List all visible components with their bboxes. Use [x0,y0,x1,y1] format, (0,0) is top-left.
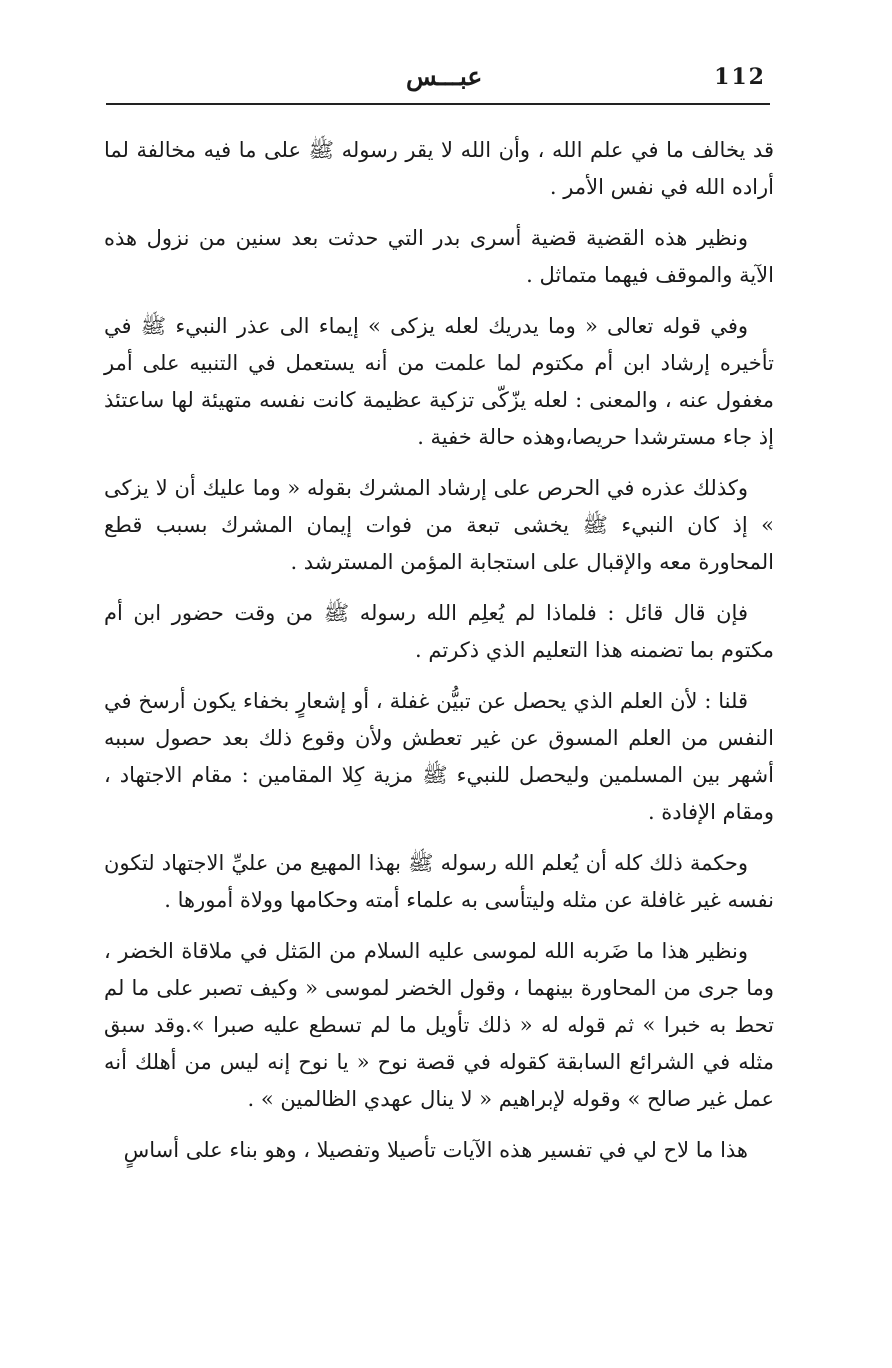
page-header [106,62,770,102]
paragraph: قلنا : لأن العلم الذي يحصل عن تبيُّن غفلة ، أو إشعارٍ بخفاء يكون أرسخ في النفس من العلم المسوق عن غير تعطش ولأن وقوع ذلك بعد حصول سببه أشهر بين المسلمين وليحصل للنبيء ﷺ مزية كِلا المقامين : مقام الاجتهاد ، ومقام الإفادة . [104,689,774,824]
page-number: 112 [714,64,766,90]
paragraph: هذا ما لاح لي في تفسير هذه الآيات تأصيلا وتفصيلا ، وهو بناء على أساسٍ [123,1138,748,1162]
paragraph: وحكمة ذلك كله أن يُعلم الله رسوله ﷺ بهذا المهيع من عليِّ الاجتهاد لتكون نفسه غير غافلة عن مثله وليتأسى به علماء أمته وحكامها وولاة أمورها . [104,851,774,912]
paragraph: وكذلك عذره في الحرص على إرشاد المشرك بقوله « وما عليك أن لا يزكى » إذ كان النبيء ﷺ يخشى تبعة من فوات إيمان المشرك بسبب قطع المحاورة معه والإقبال على استجابة المؤمن المسترشد . [104,476,774,574]
paragraph: ونظير هذا ما ضَربه الله لموسى عليه السلام من المَثل في ملاقاة الخضر ، وما جرى من المحاورة بينهما ، وقول الخضر لموسى « وكيف تصبر على ما لم تحط به خبرا » ثم قوله له « ذلك تأويل ما لم تسطع عليه صبرا ».وقد سبق مثله في الشرائع السابقة كقوله في قصة نوح « يا نوح إنه ليس من أهلك أنه عمل غير صالح » وقوله لإبراهيم « لا ينال عهدي الظالمين » . [104,939,774,1111]
paragraph: فإن قال قائل : فلماذا لم يُعلِم الله رسوله ﷺ من وقت حضور ابن أم مكتوم بما تضمنه هذا التعليم الذي ذكرتم . [104,601,774,662]
body-text [104,132,774,1183]
running-title: عبـــس [406,62,483,91]
header-rule [106,103,770,105]
paragraph: ونظير هذه القضية قضية أسرى بدر التي حدثت بعد سنين من نزول هذه الآية والموقف فيهما متماثل . [104,226,774,287]
paragraph: وفي قوله تعالى « وما يدريك لعله يزكى » إيماء الى عذر النبيء ﷺ في تأخيره إرشاد ابن أم مكتوم لما علمت من أنه يستعمل في التنبيه على أمر مغفول عنه ، والمعنى : لعله يزّكّى تزكية عظيمة كانت نفسه متهيئة لها ساعتئذ إذ جاء مسترشدا حريصا،وهذه حالة خفية . [104,314,774,449]
paragraph: قد يخالف ما في علم الله ، وأن الله لا يقر رسوله ﷺ على ما فيه مخالفة لما أراده الله في نفس الأمر . [104,138,774,199]
